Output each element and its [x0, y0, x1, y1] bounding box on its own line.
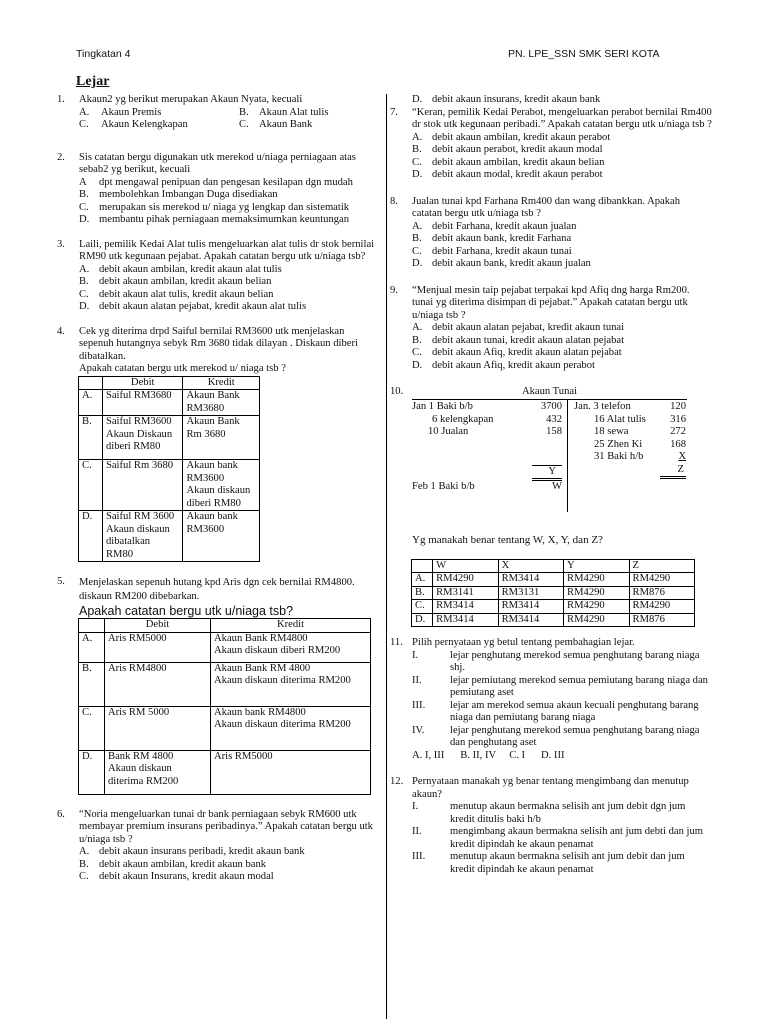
debit-side	[412, 401, 562, 494]
option: D. membantu pihak perniagaan memaksimumkan keuntungan	[79, 214, 350, 225]
question-number: 8.	[390, 195, 398, 207]
statement: I. lejar penghutang merekod semua penghutang barang niaga shj.	[412, 649, 700, 673]
credit-entry: Jan. 3 telefon 120	[574, 401, 686, 412]
debit-entry: Jan 1 Baki b/b 3700	[412, 401, 562, 412]
question-text: “Noria mengeluarkan tunai dr bank perniagaan sebyk RM600 utk membayar premium insurans peribadinya.” Apakah catatan bergu utk u/niaga tsb ?	[79, 808, 373, 845]
table-header: W X Y Z	[412, 559, 695, 573]
question-number: 3.	[57, 238, 65, 250]
option: C. debit akaun ambilan, kredit akaun belian	[412, 156, 605, 168]
option: D. debit akaun bank, kredit akaun jualan	[412, 258, 591, 269]
question-text: Laili, pemilik Kedai Alat tulis mengeluarkan alat tulis dr stok bernilai RM90 utk kegunaan pejabat. Apakah catatan bergu utk u/niaga tsb?	[79, 238, 375, 262]
statement: II. lejar pemiutang merekod semua pemiutang barang niaga dan pemiutang aset	[412, 674, 708, 698]
credit-entry: 25 Zhen Ki 168	[594, 438, 686, 450]
option: A. debit akaun alatan pejabat, kredit akaun tunai	[412, 322, 625, 333]
table-row: B. Saiful RM3600 Akaun Diskaun diberi RM80 Akaun Bank Rm 3680	[79, 416, 260, 460]
question-7	[390, 106, 712, 182]
question-text: Jualan tunai kpd Farhana Rm400 dan wang dibankkan. Apakah catatan bergu utk u/niaga tsb ?	[412, 195, 681, 219]
credit-entry: 18 sewa 272	[594, 426, 686, 437]
credit-total: Z	[660, 464, 686, 480]
question-number: 11.	[390, 637, 403, 648]
question-text: Sis catatan bergu digunakan utk merekod u/niaga perniagaan atas sebab2 yg berikut, kecuali	[79, 151, 356, 175]
option: B. debit akaun ambilan, kredit akaun bank	[79, 858, 267, 870]
option-text: Akaun Alat tulis	[259, 106, 329, 118]
column-divider	[386, 94, 387, 1019]
page-title: Lejar	[76, 74, 110, 89]
option: C. debit Farhana, kredit akaun tunai	[412, 245, 572, 257]
question-number: 7.	[390, 106, 398, 118]
header-left: Tingkatan 4	[76, 48, 131, 60]
answer-table	[78, 376, 260, 563]
table-row: A. Saiful RM3680 Akaun Bank RM3680	[79, 390, 260, 416]
table-row: A. RM4290 RM3414 RM4290 RM4290	[412, 573, 695, 587]
question-text: Cek yg diterima drpd Saiful bernilai RM3600 utk menjelaskan sepenuh hutangnya sebyk Rm 3680 tidak dilayan . Diskaun diberi dibatalkan.	[79, 325, 358, 362]
question-number: 10.	[390, 386, 404, 397]
account-title: Akaun Tunai	[412, 386, 687, 400]
question-9	[390, 284, 712, 373]
option-row	[79, 107, 379, 120]
option: B. debit akaun bank, kredit Farhana	[412, 233, 572, 244]
question-number: 5.	[57, 576, 65, 587]
question-3	[57, 238, 379, 314]
question-text: Pilih pernyataan yg betul tentang pembahagian lejar.	[412, 637, 635, 648]
option: D. debit akaun Afiq, kredit akaun perabot	[412, 359, 595, 371]
question-text: Menjelaskan sepenuh hutang kpd Aris dgn cek bernilai RM4800. diskaun RM200 dibebarkan.	[79, 577, 355, 602]
option: A. debit akaun insurans peribadi, kredit akaun bank	[79, 846, 305, 857]
table-row: B. Aris RM4800 Akaun Bank RM 4800 Akaun diskaun diterima RM200	[79, 662, 371, 706]
question-ask: Apakah catatan bergu utk merekod u/ niaga tsb ?	[79, 363, 286, 374]
statement: IV. lejar penghutang merekod semua penghutang barang niaga dan penghutang aset	[412, 724, 700, 748]
table-row: D. Bank RM 4800 Akaun diskaun diterima RM200 Aris RM5000	[79, 750, 371, 794]
question-ask: Yg manakah benar tentang W, X, Y, dan Z?	[412, 534, 603, 546]
question-8	[390, 195, 712, 271]
option: B. membolehkan Imbangan Duga disediakan	[79, 189, 278, 200]
question-ask: Apakah catatan bergu utk u/niaga tsb?	[79, 604, 294, 618]
question-text: Pernyataan manakah yg benar tentang mengimbang dan menutup akaun?	[412, 776, 689, 800]
question-number: 9.	[390, 284, 398, 296]
option-text: Akaun Premis	[101, 106, 162, 118]
question-number: 12.	[390, 776, 404, 787]
question-text: Akaun2 yg berikut merupakan Akaun Nyata, kecuali	[79, 94, 303, 105]
option: C. merupakan sis merekod u/ niaga yg lengkap dan sistematik	[79, 201, 350, 213]
question-text: “Keran, pemilik Kedai Perabot, mengeluarkan perabot bernilai Rm400 dr stok utk kegunaan peribadi.” Apakah catatan bergu utk u/niaga tsb ?	[412, 106, 712, 130]
option: D. debit akaun alatan pejabat, kredit akaun alat tulis	[79, 301, 307, 312]
table-row: C. RM3414 RM3414 RM4290 RM4290	[412, 600, 695, 614]
question-10	[390, 386, 712, 534]
option-row	[79, 119, 379, 132]
question-4	[57, 325, 379, 563]
answer-table	[411, 559, 695, 628]
debit-entry: 6 kelengkapan 432	[432, 413, 562, 425]
carried-balance: Feb 1 Baki b/b W	[412, 481, 562, 492]
option: C. debit akaun Insurans, kredit akaun modal	[79, 871, 274, 882]
credit-entry: 31 Baki h/b X	[594, 451, 686, 462]
debit-total: Y	[532, 465, 562, 482]
statement: III. lejar am merekod semua akaun kecuali penghutang barang niaga dan pemiutang barang niaga	[412, 699, 699, 723]
t-account	[412, 386, 687, 514]
question-11	[390, 637, 712, 762]
question-number: 4.	[57, 325, 65, 337]
credit-entry: 16 Alat tulis 316	[594, 413, 686, 425]
option: C. debit akaun Afiq, kredit akaun alatan pejabat	[412, 347, 622, 358]
option: A. debit akaun ambilan, kredit akaun alat tulis	[79, 263, 282, 275]
option: B. debit akaun tunai, kredit akaun alatan pejabat	[412, 334, 625, 346]
option: A. debit akaun ambilan, kredit akaun perabot	[412, 131, 611, 143]
statement: III. menutup akaun bermakna selisih ant jum debit dan jum kredit dipindah ke akaun penamat	[412, 851, 685, 875]
answer-table	[78, 618, 371, 795]
table-row: C. Saiful Rm 3680 Akaun bank RM3600 Akaun diskaun diberi RM80	[79, 460, 260, 511]
question-text: “Menjual mesin taip pejabat terpakai kpd Afiq dng harga Rm200. tunai yg diterima disimpan di pejabat.” Apakah catatan bergu utk u/niaga tsb ?	[412, 284, 690, 321]
answer-choices: A. I, III B. II, IV C. I D. III	[412, 749, 565, 761]
table-row: D. Saiful RM 3600 Akaun diskaun dibatalkan RM80 Akaun bank RM3600	[79, 511, 260, 562]
table-row: D. RM3414 RM3414 RM4290 RM876	[412, 613, 695, 627]
question-number: 2.	[57, 151, 65, 163]
statement: II. mengimbang akaun bermakna selisih ant jum debti dan jum kredit dipindah ke akaun penamat	[412, 826, 704, 850]
t-account-divider	[567, 400, 568, 512]
question-6	[57, 808, 379, 884]
question-5	[57, 576, 379, 795]
header-right: PN. LPE_SSN SMK SERI KOTA	[508, 48, 660, 60]
table-row: C. Aris RM 5000 Akaun bank RM4800 Akaun diskaun diterima RM200	[79, 706, 371, 750]
credit-side	[574, 401, 686, 479]
left-column	[57, 94, 379, 884]
question-1	[57, 94, 379, 132]
option: A dpt mengawal penipuan dan pengesan kesilapan dgn mudah	[79, 176, 353, 188]
statement: I. menutup akaun bermakna selisih ant jum debit dgn jum kredit ditulis baki h/b	[412, 801, 686, 825]
option-letter: C.	[239, 119, 249, 130]
option-text: Akaun Bank	[259, 119, 313, 130]
option: A. debit Farhana, kredit akaun jualan	[412, 220, 577, 232]
option-letter: B.	[239, 106, 249, 118]
right-column	[390, 94, 712, 876]
option-letter: A.	[79, 106, 90, 118]
option-text: Akaun Kelengkapan	[101, 119, 188, 130]
table-header: Debit Kredit	[79, 619, 371, 633]
question-2	[57, 151, 379, 227]
table-header: Debit Kredit	[79, 376, 260, 390]
option: D. debit akaun insurans, kredit akaun bank	[412, 94, 601, 105]
table-row: A. Aris RM5000 Akaun Bank RM4800 Akaun diskaun diberi RM200	[79, 632, 371, 662]
option: B. debit akaun ambilan, kredit akaun belian	[79, 276, 272, 287]
debit-entry: 10 Jualan 158	[428, 426, 562, 437]
option: B. debit akaun perabot, kredit akaun modal	[412, 144, 603, 155]
question-12	[390, 776, 712, 876]
table-row: B. RM3141 RM3131 RM4290 RM876	[412, 586, 695, 600]
option: C. debit akaun alat tulis, kredit akaun belian	[79, 288, 274, 300]
option-letter: C.	[79, 119, 89, 130]
question-number: 1.	[57, 94, 65, 105]
option: D. debit akaun modal, kredit akaun perabot	[412, 169, 603, 180]
question-number: 6.	[57, 808, 65, 820]
